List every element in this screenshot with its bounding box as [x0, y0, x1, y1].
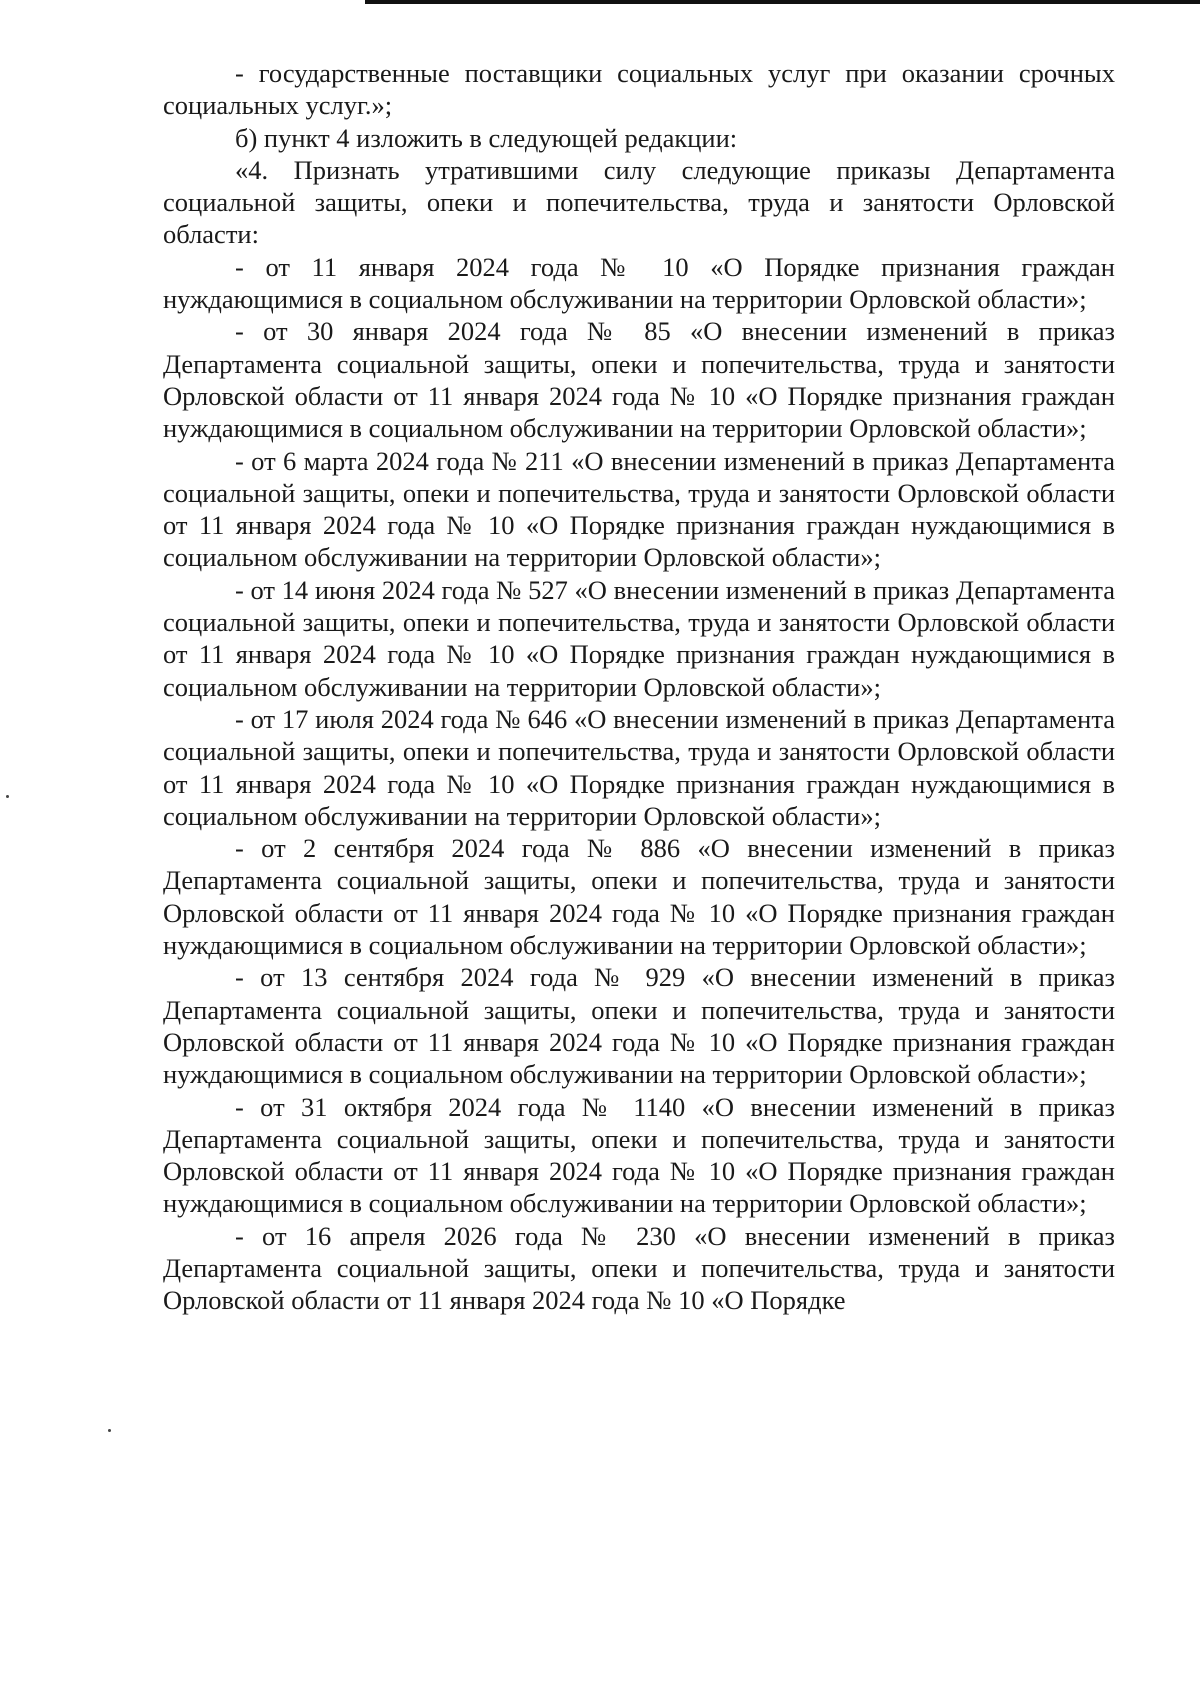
scan-speck [6, 795, 9, 798]
order-entry: - от 31 октября 2024 года № 1140 «О внесении изменений в приказ Департамента социальной защиты, опеки и попечительства, труда и занятости Орловской области от 11 января 2024 года № 10 «О Порядке признания граждан нуждающимися в социальном обслуживании на территории Орловской области»; [163, 1091, 1115, 1219]
top-edge-rule [365, 0, 1200, 4]
order-entry: - от 11 января 2024 года № 10 «О Порядке признания граждан нуждающимися в социальном обслуживании на территории Орловской области»; [163, 251, 1115, 315]
order-entry: - от 2 сентября 2024 года № 886 «О внесении изменений в приказ Департамента социальной защиты, опеки и попечительства, труда и занятости Орловской области от 11 января 2024 года № 10 «О Порядке признания граждан нуждающимися в социальном обслуживании на территории Орловской области»; [163, 833, 1115, 961]
paragraph-point-4: «4. Признать утратившими силу следующие приказы Департамента социальной защиты, опеки и попечительства, труда и занятости Орловской области: [163, 154, 1115, 250]
paragraph-providers-item: - государственные поставщики социальных услуг при оказании срочных социальных услуг.»; [163, 58, 1115, 121]
order-entry: - от 14 июня 2024 года № 527 «О внесении изменений в приказ Департамента социальной защиты, опеки и попечительства, труда и занятости Орловской области от 11 января 2024 года № 10 «О Порядке признания граждан нуждающимися в социальном обслуживании на территории Орловской области»; [163, 574, 1115, 702]
document-body [163, 57, 1115, 1317]
scan-speck [108, 1429, 111, 1432]
order-entry: - от 16 апреля 2026 года № 230 «О внесении изменений в приказ Департамента социальной защиты, опеки и попечительства, труда и занятости Орловской области от 11 января 2024 года № 10 «О Порядке [163, 1220, 1115, 1316]
paragraph-subpoint-b: б) пункт 4 изложить в следующей редакции: [235, 122, 738, 153]
order-entry: - от 13 сентября 2024 года № 929 «О внесении изменений в приказ Департамента социальной защиты, опеки и попечительства, труда и занятости Орловской области от 11 января 2024 года № 10 «О Порядке признания граждан нуждающимися в социальном обслуживании на территории Орловской области»; [163, 962, 1115, 1090]
order-entry: - от 17 июля 2024 года № 646 «О внесении изменений в приказ Департамента социальной защиты, опеки и попечительства, труда и занятости Орловской области от 11 января 2024 года № 10 «О Порядке признания граждан нуждающимися в социальном обслуживании на территории Орловской области»; [163, 703, 1115, 831]
order-entry: - от 30 января 2024 года № 85 «О внесении изменений в приказ Департамента социальной защиты, опеки и попечительства, труда и занятости Орловской области от 11 января 2024 года № 10 «О Порядке признания граждан нуждающимися в социальном обслуживании на территории Орловской области»; [163, 316, 1115, 444]
order-entry: - от 6 марта 2024 года № 211 «О внесении изменений в приказ Департамента социальной защиты, опеки и попечительства, труда и занятости Орловской области от 11 января 2024 года № 10 «О Порядке признания граждан нуждающимися в социальном обслуживании на территории Орловской области»; [163, 445, 1115, 573]
